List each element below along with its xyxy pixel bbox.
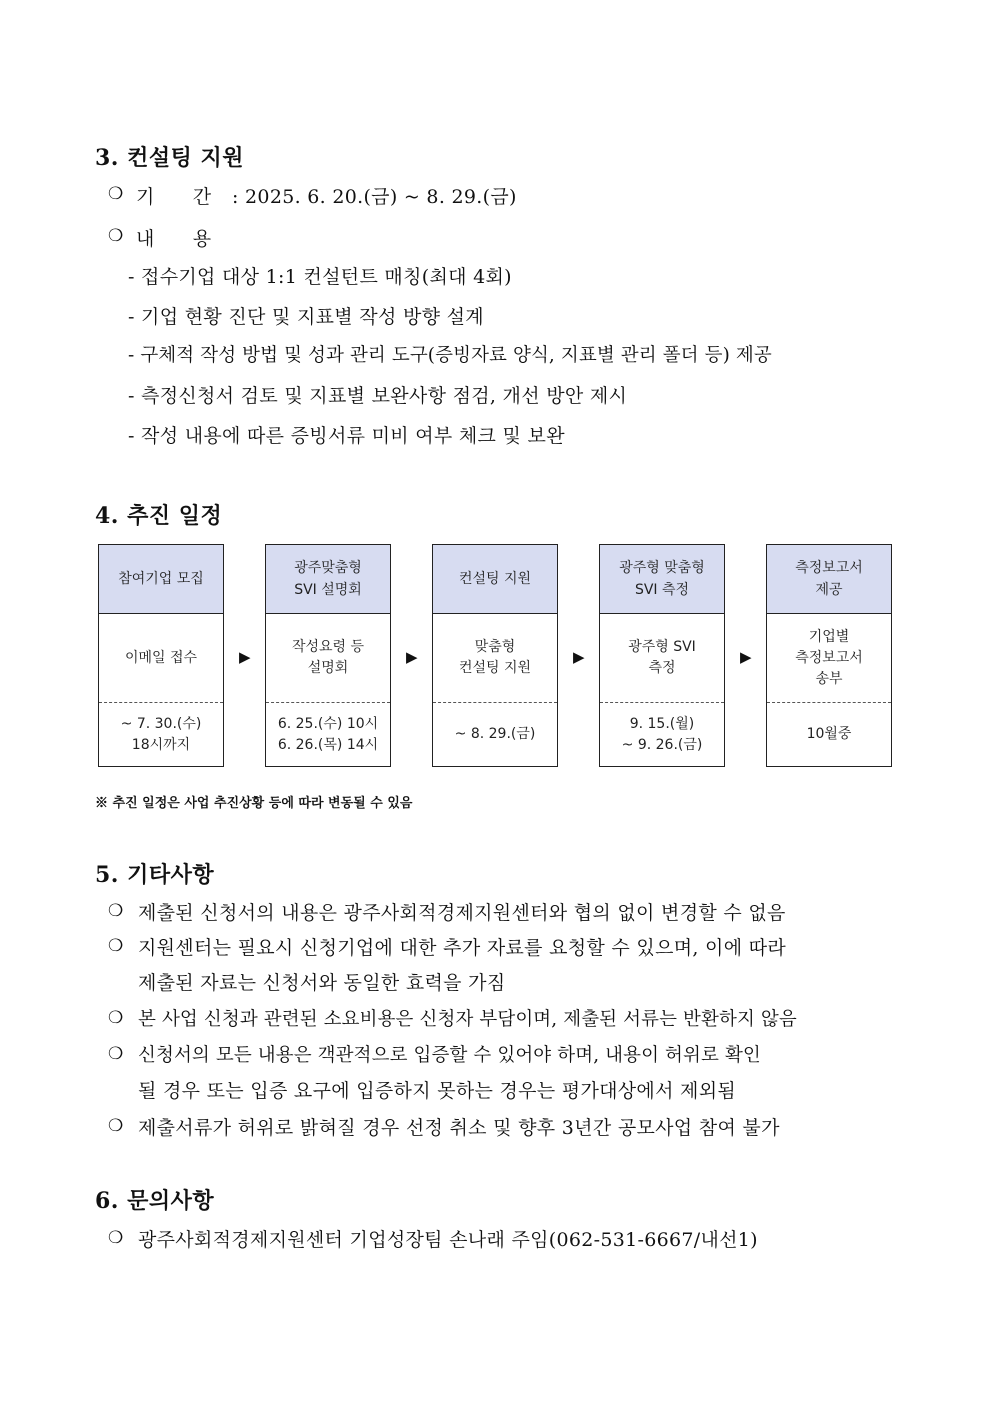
schedule-step-recruit xyxy=(98,544,224,767)
step-title: 광주맞춤형 SVI 설명회 xyxy=(266,545,390,614)
section-3-title: 3. 컨설팅 지원 xyxy=(95,145,245,171)
section-4-title: 4. 추진 일정 xyxy=(95,503,223,529)
consulting-item: - 측정신청서 검토 및 지표별 보완사항 점검, 개선 방안 제시 xyxy=(128,385,628,407)
period-label: 기 간 xyxy=(136,186,212,208)
schedule-step-report xyxy=(766,544,892,767)
notice-item: 제출서류가 허위로 밝혀질 경우 선정 취소 및 향후 3년간 공모사업 참여 불가 xyxy=(138,1117,780,1139)
notice-item: 신청서의 모든 내용은 객관적으로 입증할 수 있어야 하며, 내용이 허위로 확인 xyxy=(138,1045,761,1066)
notice-item-continued: 제출된 자료는 신청서와 동일한 효력을 가짐 xyxy=(138,972,506,994)
bullet-circle: ❍ xyxy=(108,184,124,204)
bullet-circle: ❍ xyxy=(108,1116,124,1136)
step-title: 참여기업 모집 xyxy=(99,545,223,614)
arrow-icon: ▶ xyxy=(573,648,585,666)
schedule-flow xyxy=(98,544,896,770)
section-5-title: 5. 기타사항 xyxy=(95,862,215,888)
step-content: 기업별 측정보고서 송부 xyxy=(767,614,891,703)
notice-item-continued: 될 경우 또는 입증 요구에 입증하지 못하는 경우는 평가대상에서 제외됨 xyxy=(138,1080,737,1102)
step-title: 광주형 맞춤형 SVI 측정 xyxy=(600,545,724,614)
schedule-step-consulting xyxy=(432,544,558,767)
bullet-circle: ❍ xyxy=(108,226,124,246)
bullet-circle: ❍ xyxy=(108,901,124,921)
consulting-item: - 접수기업 대상 1:1 컨설턴트 매칭(최대 4회) xyxy=(128,266,512,288)
consulting-item: - 기업 현황 진단 및 지표별 작성 방향 설계 xyxy=(128,306,484,328)
arrow-icon: ▶ xyxy=(239,648,251,666)
step-title: 컨설팅 지원 xyxy=(433,545,557,614)
step-date: 10월중 xyxy=(806,726,852,742)
bullet-circle: ❍ xyxy=(108,1228,124,1248)
step-date: 6. 25.(수) 10시 6. 26.(목) 14시 xyxy=(277,715,379,753)
step-content: 작성요령 등 설명회 xyxy=(266,614,390,703)
arrow-icon: ▶ xyxy=(740,648,752,666)
step-content: 이메일 접수 xyxy=(99,614,223,703)
step-date: 9. 15.(월) ~ 9. 26.(금) xyxy=(621,715,703,753)
period-value: : 2025. 6. 20.(금) ~ 8. 29.(금) xyxy=(232,186,517,208)
schedule-step-measurement xyxy=(599,544,725,767)
notice-item: 본 사업 신청과 관련된 소요비용은 신청자 부담이며, 제출된 서류는 반환하지 않음 xyxy=(138,1009,797,1030)
step-date: ~ 8. 29.(금) xyxy=(454,726,536,742)
bullet-circle: ❍ xyxy=(108,1044,124,1064)
notice-item: 제출된 신청서의 내용은 광주사회적경제지원센터와 협의 없이 변경할 수 없음 xyxy=(138,902,786,924)
content-label: 내 용 xyxy=(136,228,212,250)
arrow-icon: ▶ xyxy=(406,648,418,666)
contact-info: 광주사회적경제지원센터 기업성장팀 손나래 주임(062-531-6667/내선1) xyxy=(138,1229,758,1251)
step-content: 광주형 SVI 측정 xyxy=(600,614,724,703)
step-date: ~ 7. 30.(수) 18시까지 xyxy=(120,715,202,753)
step-content: 맞춤형 컨설팅 지원 xyxy=(433,614,557,703)
section-6-title: 6. 문의사항 xyxy=(95,1188,215,1214)
consulting-item: - 구체적 작성 방법 및 성과 관리 도구(증빙자료 양식, 지표별 관리 폴더 등) 제공 xyxy=(128,345,772,366)
schedule-step-briefing xyxy=(265,544,391,767)
schedule-note: ※ 추진 일정은 사업 추진상황 등에 따라 변동될 수 있음 xyxy=(95,796,413,811)
consulting-item: - 작성 내용에 따른 증빙서류 미비 여부 체크 및 보완 xyxy=(128,425,565,447)
bullet-circle: ❍ xyxy=(108,936,124,956)
step-title: 측정보고서 제공 xyxy=(767,545,891,614)
bullet-circle: ❍ xyxy=(108,1008,124,1028)
notice-item: 지원센터는 필요시 신청기업에 대한 추가 자료를 요청할 수 있으며, 이에 따라 xyxy=(138,937,787,959)
